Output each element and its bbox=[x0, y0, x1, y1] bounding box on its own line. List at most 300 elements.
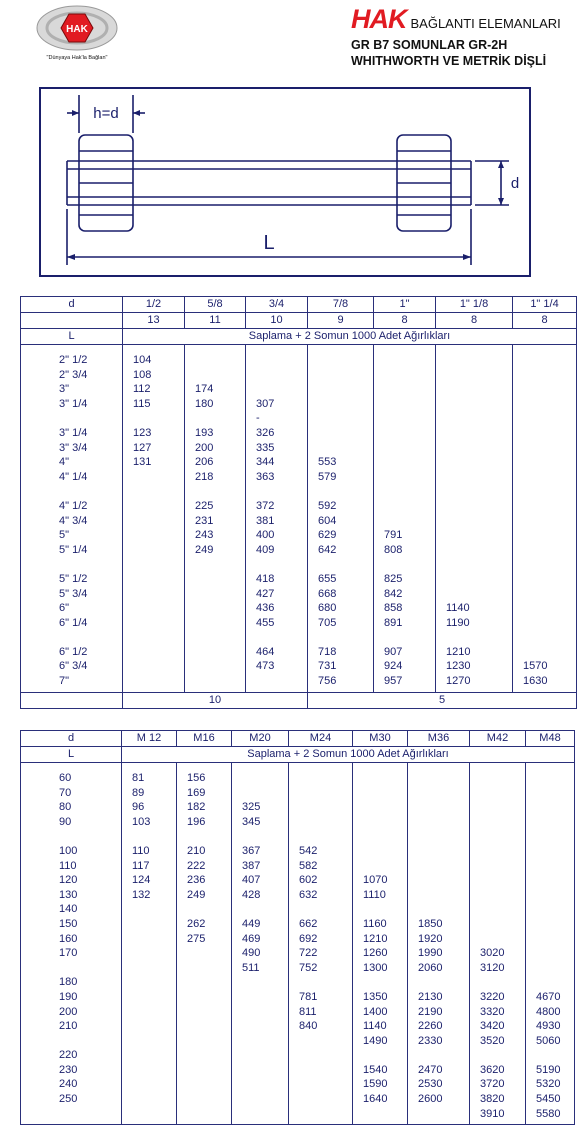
brand-subtitle: BAĞLANTI ELEMANLARI bbox=[410, 16, 561, 31]
weight-column bbox=[470, 763, 526, 1125]
table-cell: 381 bbox=[256, 514, 275, 527]
table-cell: 220 bbox=[59, 1049, 78, 1062]
table-cell: 680 bbox=[318, 602, 337, 615]
table-cell bbox=[408, 888, 469, 903]
size-header: M24 bbox=[289, 731, 353, 747]
table-cell: 692 bbox=[299, 932, 318, 945]
table-cell: 222 bbox=[187, 859, 206, 872]
table-cell bbox=[408, 902, 469, 917]
table-cell bbox=[374, 514, 435, 529]
table-cell bbox=[408, 873, 469, 888]
table-cell: 1230 bbox=[446, 660, 471, 673]
table-cell bbox=[374, 470, 435, 485]
table-cell: 2260 bbox=[418, 1020, 443, 1033]
table-cell bbox=[470, 932, 525, 947]
table-cell: 4930 bbox=[536, 1020, 561, 1033]
table-cell: 4" 3/4 bbox=[59, 514, 88, 527]
table-cell bbox=[470, 873, 525, 888]
table-cell bbox=[232, 771, 288, 786]
table-cell bbox=[123, 572, 184, 587]
table-cell bbox=[185, 572, 245, 587]
table-cell bbox=[232, 902, 288, 917]
table-cell: 2330 bbox=[418, 1034, 443, 1047]
table-cell: 1350 bbox=[363, 990, 388, 1003]
table-cell: 907 bbox=[384, 645, 403, 658]
table-cell: 335 bbox=[256, 441, 275, 454]
table-cell bbox=[308, 353, 373, 368]
weight-column bbox=[308, 345, 374, 693]
table-cell: 756 bbox=[318, 675, 337, 688]
table-cell: 345 bbox=[242, 815, 261, 828]
weight-column bbox=[289, 763, 353, 1125]
table-cell bbox=[122, 1019, 176, 1034]
table-cell: 3820 bbox=[480, 1093, 505, 1106]
table-cell: 409 bbox=[256, 543, 275, 556]
table-cell: 70 bbox=[59, 786, 72, 799]
table-cell bbox=[232, 829, 288, 844]
table-cell: 436 bbox=[256, 602, 275, 615]
table-cell bbox=[185, 616, 245, 631]
table-cell: 243 bbox=[195, 529, 214, 542]
table-cell: 110 bbox=[59, 859, 77, 872]
table-cell: 231 bbox=[195, 514, 214, 527]
logo-slogan: "Dünyaya Hak'la Bağlan" bbox=[46, 55, 108, 61]
table-cell bbox=[122, 1077, 176, 1092]
table-cell: 5580 bbox=[536, 1107, 561, 1120]
table-cell bbox=[122, 1048, 176, 1063]
table-cell: 455 bbox=[256, 616, 275, 629]
table-cell bbox=[436, 514, 512, 529]
table-cell bbox=[353, 815, 407, 830]
table-cell: 174 bbox=[195, 383, 214, 396]
table-cell: 7" bbox=[59, 675, 70, 688]
table-cell: 1490 bbox=[363, 1034, 388, 1047]
table-cell bbox=[289, 786, 352, 801]
table-cell: 3420 bbox=[480, 1020, 505, 1033]
table-cell bbox=[470, 829, 525, 844]
table-cell: 325 bbox=[242, 801, 261, 814]
table-cell: 6" bbox=[59, 602, 70, 615]
table-cell: 140 bbox=[59, 903, 78, 916]
table-cell: 3620 bbox=[480, 1063, 505, 1076]
table-cell: 655 bbox=[318, 572, 337, 585]
table-cell: 473 bbox=[256, 660, 275, 673]
table-cell: 210 bbox=[59, 1020, 78, 1033]
table-cell bbox=[21, 630, 122, 645]
table-cell: 5060 bbox=[536, 1034, 561, 1047]
table-cell: 225 bbox=[195, 499, 214, 512]
size-header: M16 bbox=[177, 731, 232, 747]
table-cell: 791 bbox=[384, 529, 403, 542]
table-cell bbox=[232, 975, 288, 990]
table-cell bbox=[374, 557, 435, 572]
thread-count: 8 bbox=[436, 313, 513, 329]
table-cell bbox=[513, 426, 576, 441]
metric-weight-table bbox=[20, 730, 575, 1125]
table-cell bbox=[353, 975, 407, 990]
table-cell: 542 bbox=[299, 844, 318, 857]
table-cell bbox=[122, 1034, 176, 1049]
table-cell: 5" 3/4 bbox=[59, 587, 88, 600]
table-cell bbox=[123, 645, 184, 660]
table-cell bbox=[470, 975, 525, 990]
table-cell bbox=[470, 771, 525, 786]
table-cell bbox=[122, 1005, 176, 1020]
table-cell: 81 bbox=[132, 772, 145, 784]
table-cell: 170 bbox=[59, 947, 78, 960]
table-cell bbox=[123, 528, 184, 543]
table-cell: 1400 bbox=[363, 1005, 388, 1018]
table-cell bbox=[408, 771, 469, 786]
table-cell: 249 bbox=[195, 543, 214, 556]
table-cell bbox=[123, 659, 184, 674]
table-cell: 372 bbox=[256, 499, 275, 512]
table-cell: 668 bbox=[318, 587, 337, 600]
table-cell bbox=[232, 1092, 288, 1107]
table-cell: 275 bbox=[187, 932, 206, 945]
table-cell: 1990 bbox=[418, 947, 443, 960]
table-cell: 5" bbox=[59, 529, 70, 542]
thread-count: 8 bbox=[374, 313, 436, 329]
table-cell bbox=[246, 353, 307, 368]
weight-column bbox=[232, 763, 289, 1125]
table-cell bbox=[513, 645, 576, 660]
table-cell bbox=[436, 368, 512, 383]
table-cell: 117 bbox=[132, 859, 150, 872]
size-header: 1" bbox=[374, 297, 436, 313]
table-cell bbox=[21, 961, 121, 976]
table-cell bbox=[232, 1019, 288, 1034]
table-cell: 1190 bbox=[446, 616, 470, 629]
table-cell bbox=[123, 470, 184, 485]
page-title-line2: WHITHWORTH VE METRİK DİŞLİ bbox=[351, 54, 547, 68]
table-cell bbox=[289, 1077, 352, 1092]
footer-value: 5 bbox=[308, 693, 577, 709]
table-cell: 469 bbox=[242, 932, 261, 945]
h-equals-d-label: h=d bbox=[93, 105, 119, 122]
table-cell bbox=[353, 1048, 407, 1063]
table-cell bbox=[513, 557, 576, 572]
table-cell bbox=[232, 1005, 288, 1020]
table-cell: 464 bbox=[256, 645, 275, 658]
size-header: M48 bbox=[526, 731, 575, 747]
table-cell: 1630 bbox=[523, 675, 548, 688]
thread-count: 9 bbox=[308, 313, 374, 329]
table-cell: 579 bbox=[318, 470, 337, 483]
table-cell: 156 bbox=[187, 772, 206, 784]
table-cell bbox=[470, 800, 525, 815]
table-cell: 132 bbox=[132, 888, 151, 901]
table-cell: 96 bbox=[132, 801, 145, 814]
thread-count: 8 bbox=[513, 313, 577, 329]
table-cell: 4" 1/4 bbox=[59, 470, 88, 483]
table-cell: 103 bbox=[132, 815, 151, 828]
d-label: d bbox=[510, 175, 520, 192]
table-cell bbox=[232, 786, 288, 801]
table-cell bbox=[436, 411, 512, 426]
table-cell bbox=[436, 528, 512, 543]
table-cell: 1260 bbox=[363, 947, 388, 960]
table-cell: 3" 1/4 bbox=[59, 397, 88, 410]
table-cell: 427 bbox=[256, 587, 275, 600]
table-cell bbox=[374, 426, 435, 441]
table-cell: 553 bbox=[318, 456, 337, 469]
table-cell: 957 bbox=[384, 675, 403, 688]
table-cell bbox=[470, 902, 525, 917]
table-cell bbox=[308, 382, 373, 397]
table-cell: 2060 bbox=[418, 961, 443, 974]
table-cell bbox=[436, 353, 512, 368]
table-cell bbox=[289, 1034, 352, 1049]
table-cell bbox=[526, 829, 574, 844]
table-cell bbox=[122, 961, 176, 976]
table-cell bbox=[123, 543, 184, 558]
table-cell bbox=[374, 630, 435, 645]
table-cell: 3910 bbox=[480, 1107, 505, 1120]
table-cell bbox=[513, 382, 576, 397]
table-cell: 1140 bbox=[363, 1020, 387, 1033]
table-cell: 582 bbox=[299, 859, 318, 872]
table-cell: 5320 bbox=[536, 1078, 561, 1091]
table-cell: 230 bbox=[59, 1063, 78, 1076]
table-cell: 428 bbox=[242, 888, 261, 901]
table-cell bbox=[177, 975, 231, 990]
table-cell bbox=[408, 829, 469, 844]
size-header: M30 bbox=[353, 731, 408, 747]
table-cell: 115 bbox=[133, 397, 151, 410]
page-title-line1: GR B7 SOMUNLAR GR-2H bbox=[351, 38, 508, 52]
table-cell: 130 bbox=[59, 888, 78, 901]
table-cell bbox=[21, 829, 121, 844]
table-cell bbox=[526, 888, 574, 903]
size-header: 1" 1/8 bbox=[436, 297, 513, 313]
table-cell: 6" 1/2 bbox=[59, 645, 88, 658]
table-cell bbox=[513, 630, 576, 645]
weight-column bbox=[436, 345, 513, 693]
table-cell bbox=[436, 470, 512, 485]
table-cell: 3020 bbox=[480, 947, 505, 960]
table-cell bbox=[353, 786, 407, 801]
table-cell: 127 bbox=[133, 441, 152, 454]
table-cell bbox=[513, 368, 576, 383]
table-cell bbox=[436, 397, 512, 412]
table-cell: 718 bbox=[318, 645, 337, 658]
table-cell bbox=[185, 484, 245, 499]
table-cell bbox=[408, 800, 469, 815]
table-cell bbox=[308, 411, 373, 426]
whitworth-weight-table bbox=[20, 296, 577, 709]
table-cell bbox=[470, 1048, 525, 1063]
table-cell bbox=[177, 1034, 231, 1049]
table-cell bbox=[232, 1077, 288, 1092]
table-cell: 90 bbox=[59, 815, 72, 828]
table-cell bbox=[122, 946, 176, 961]
table-cell bbox=[232, 1034, 288, 1049]
table-cell: 407 bbox=[242, 874, 261, 887]
table-cell bbox=[470, 917, 525, 932]
table-cell bbox=[513, 514, 576, 529]
table-cell bbox=[122, 990, 176, 1005]
table-cell: 210 bbox=[187, 844, 206, 857]
size-header: 1" 1/4 bbox=[513, 297, 577, 313]
table-cell: 4670 bbox=[536, 990, 561, 1003]
table-cell bbox=[177, 1005, 231, 1020]
table-cell: 124 bbox=[132, 874, 151, 887]
table-cell bbox=[526, 800, 574, 815]
table-cell bbox=[526, 815, 574, 830]
table-cell bbox=[289, 815, 352, 830]
table-cell: 4800 bbox=[536, 1005, 561, 1018]
table-cell bbox=[374, 382, 435, 397]
table-cell bbox=[177, 1077, 231, 1092]
table-cell: 3320 bbox=[480, 1005, 505, 1018]
table-cell: 1210 bbox=[363, 932, 388, 945]
footer-value: 10 bbox=[123, 693, 308, 709]
table-cell bbox=[177, 1063, 231, 1078]
table-cell bbox=[308, 441, 373, 456]
table-cell bbox=[374, 455, 435, 470]
table-cell bbox=[185, 659, 245, 674]
table-cell: 2530 bbox=[418, 1078, 443, 1091]
table-cell bbox=[513, 353, 576, 368]
table-cell: 112 bbox=[133, 383, 151, 396]
table-cell: 1270 bbox=[446, 675, 471, 688]
thread-count: 13 bbox=[123, 313, 185, 329]
table-cell: 5190 bbox=[536, 1063, 561, 1076]
table-cell bbox=[513, 470, 576, 485]
table-cell bbox=[122, 829, 176, 844]
table-cell: 825 bbox=[384, 572, 403, 585]
d-header: d bbox=[21, 731, 122, 747]
table-cell: 604 bbox=[318, 514, 337, 527]
table-cell bbox=[513, 484, 576, 499]
table-cell: 160 bbox=[59, 932, 78, 945]
l-header: L bbox=[21, 329, 123, 345]
length-column bbox=[21, 763, 122, 1125]
table-cell: 131 bbox=[133, 456, 152, 469]
table-cell bbox=[308, 397, 373, 412]
table-cell bbox=[123, 587, 184, 602]
table-cell bbox=[408, 1048, 469, 1063]
table-cell bbox=[436, 499, 512, 514]
table-cell: 6" 1/4 bbox=[59, 616, 88, 629]
table-cell bbox=[513, 499, 576, 514]
table-cell: - bbox=[256, 412, 260, 425]
table-cell bbox=[526, 771, 574, 786]
table-cell bbox=[289, 902, 352, 917]
table-caption: Saplama + 2 Somun 1000 Adet Ağırlıkları bbox=[123, 329, 577, 345]
table-cell: 307 bbox=[256, 397, 275, 410]
table-cell bbox=[308, 484, 373, 499]
table-cell bbox=[122, 932, 176, 947]
table-cell bbox=[526, 1048, 574, 1063]
table-cell: 3" 1/4 bbox=[59, 426, 88, 439]
table-cell bbox=[470, 786, 525, 801]
table-cell bbox=[353, 859, 407, 874]
table-cell: 808 bbox=[384, 543, 403, 556]
size-header: 1/2 bbox=[123, 297, 185, 313]
size-header: M 12 bbox=[122, 731, 177, 747]
table-cell: 89 bbox=[132, 786, 145, 799]
weight-column bbox=[123, 345, 185, 693]
table-cell: 120 bbox=[59, 874, 78, 887]
table-cell: 1590 bbox=[363, 1078, 388, 1091]
table-cell: 60 bbox=[59, 772, 72, 784]
size-header: M36 bbox=[408, 731, 470, 747]
table-cell bbox=[123, 514, 184, 529]
table-cell bbox=[185, 674, 245, 689]
table-cell bbox=[526, 873, 574, 888]
table-cell bbox=[246, 674, 307, 689]
table-cell bbox=[436, 587, 512, 602]
table-cell: 200 bbox=[195, 441, 214, 454]
table-cell: 1300 bbox=[363, 961, 388, 974]
table-cell bbox=[177, 1092, 231, 1107]
table-cell bbox=[246, 557, 307, 572]
table-cell bbox=[436, 630, 512, 645]
table-cell: 858 bbox=[384, 602, 403, 615]
table-cell: 632 bbox=[299, 888, 318, 901]
table-cell bbox=[177, 946, 231, 961]
table-cell bbox=[185, 368, 245, 383]
table-cell: 80 bbox=[59, 801, 72, 814]
table-cell bbox=[374, 411, 435, 426]
weight-column bbox=[513, 345, 577, 693]
weight-column bbox=[177, 763, 232, 1125]
table-cell bbox=[21, 1034, 121, 1049]
table-cell bbox=[185, 645, 245, 660]
table-cell: 5" 1/2 bbox=[59, 572, 88, 585]
table-cell bbox=[123, 484, 184, 499]
table-cell bbox=[21, 484, 122, 499]
table-cell bbox=[177, 961, 231, 976]
table-cell bbox=[21, 557, 122, 572]
table-cell bbox=[308, 630, 373, 645]
d-header: d bbox=[21, 297, 123, 313]
table-cell: 592 bbox=[318, 499, 337, 512]
table-cell: 490 bbox=[242, 947, 261, 960]
table-cell: 367 bbox=[242, 844, 261, 857]
table-cell: 781 bbox=[299, 990, 318, 1003]
table-cell: 200 bbox=[59, 1005, 78, 1018]
table-cell bbox=[408, 844, 469, 859]
table-cell: 1540 bbox=[363, 1063, 388, 1076]
table-cell bbox=[123, 557, 184, 572]
table-cell bbox=[122, 1092, 176, 1107]
l-header: L bbox=[21, 747, 122, 763]
table-cell bbox=[177, 990, 231, 1005]
table-cell: 4" 1/2 bbox=[59, 499, 88, 512]
table-cell: 108 bbox=[133, 368, 152, 381]
table-cell: 924 bbox=[384, 660, 403, 673]
table-cell: 2600 bbox=[418, 1093, 443, 1106]
table-cell: 2" 1/2 bbox=[59, 354, 88, 366]
table-cell bbox=[470, 888, 525, 903]
weight-column bbox=[353, 763, 408, 1125]
table-cell: 344 bbox=[256, 456, 275, 469]
table-cell bbox=[289, 771, 352, 786]
table-cell: 250 bbox=[59, 1093, 78, 1106]
table-cell: 1920 bbox=[418, 932, 443, 945]
table-cell: 3" bbox=[59, 383, 70, 396]
table-cell: 400 bbox=[256, 529, 275, 542]
table-cell bbox=[513, 543, 576, 558]
table-cell bbox=[526, 932, 574, 947]
table-cell: 705 bbox=[318, 616, 337, 629]
table-cell: 4" bbox=[59, 456, 70, 469]
table-cell bbox=[408, 975, 469, 990]
hak-logo bbox=[30, 4, 125, 62]
